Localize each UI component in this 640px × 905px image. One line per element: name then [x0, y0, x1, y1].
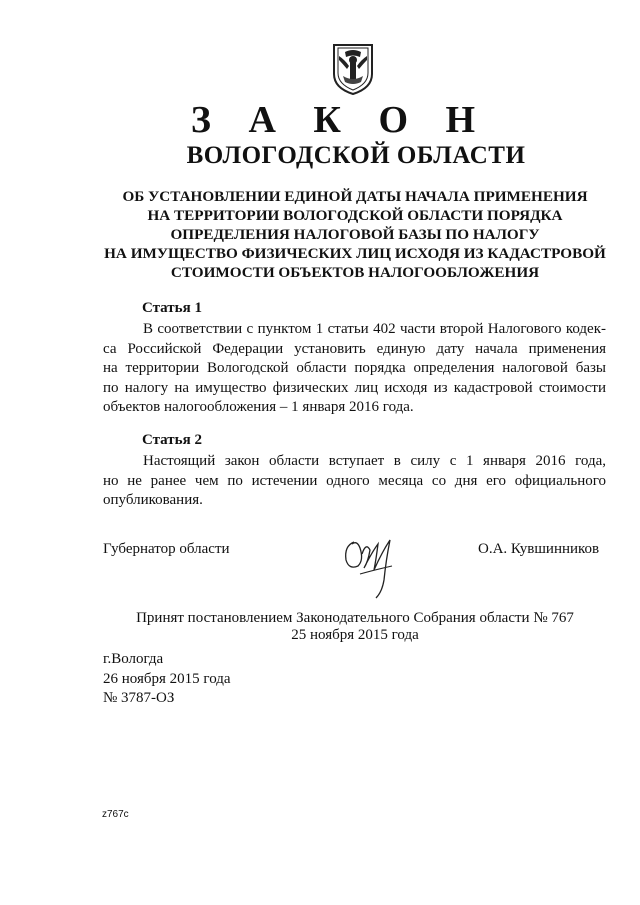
subject-line: ОПРЕДЕЛЕНИЯ НАЛОГОВОЙ БАЗЫ ПО НАЛОГУ	[170, 226, 540, 243]
adoption-note	[100, 610, 610, 644]
region-title: ВОЛОГОДСКОЙ ОБЛАСТИ	[186, 142, 526, 169]
signatory-role: Губернатор области	[103, 541, 230, 557]
place-line: г.Вологда	[103, 651, 164, 667]
subject-line: ОБ УСТАНОВЛЕНИИ ЕДИНОЙ ДАТЫ НАЧАЛА ПРИМЕНЕНИЯ	[122, 188, 588, 205]
subject-line: СТОИМОСТИ ОБЪЕКТОВ НАЛОГООБЛОЖЕНИЯ	[170, 264, 540, 281]
article-line: опубликования.	[103, 492, 203, 508]
subject-line: НА ИМУЩЕСТВО ФИЗИЧЕСКИХ ЛИЦ ИСХОДЯ ИЗ КАДАСТРОВОЙ	[104, 245, 606, 262]
article-2-text	[103, 452, 606, 511]
article-line: по налогу на имущество физических лиц исходя из кадастровой стоимости	[103, 379, 606, 396]
place-date-number	[103, 650, 231, 709]
article-2-heading: Статья 2	[142, 432, 202, 448]
article-line: на территории Вологодской области порядка определения налоговой базы	[103, 360, 606, 376]
footer-code: z767c	[102, 809, 129, 820]
adoption-line: 25 ноября 2015 года	[291, 627, 419, 643]
number-line: № 3787-ОЗ	[103, 690, 175, 706]
article-line: но не ранее чем по истечении одного месяца со дня его официального	[103, 472, 606, 489]
article-line: В соответствии с пунктом 1 статьи 402 части второй Налогового кодек-	[143, 321, 606, 337]
date-line: 26 ноября 2015 года	[103, 670, 231, 687]
handwritten-signature	[340, 530, 402, 602]
vologda-coat-of-arms-icon	[331, 42, 375, 96]
article-line: са Российской Федерации установить единую дату начала применения	[103, 340, 606, 357]
law-subject	[100, 187, 610, 282]
article-1-heading: Статья 1	[142, 300, 202, 316]
article-1-text	[103, 320, 606, 418]
article-line: объектов налогообложения – 1 января 2016 года.	[103, 399, 414, 415]
article-line: Настоящий закон области вступает в силу с 1 января 2016 года,	[143, 453, 606, 469]
subject-line: НА ТЕРРИТОРИИ ВОЛОГОДСКОЙ ОБЛАСТИ ПОРЯДКА	[147, 207, 563, 224]
signatory-name: О.А. Кувшинников	[478, 541, 600, 557]
document-title: З А К О Н	[190, 99, 490, 141]
adoption-line: Принят постановлением Законодательного Собрания области № 767	[136, 610, 574, 626]
